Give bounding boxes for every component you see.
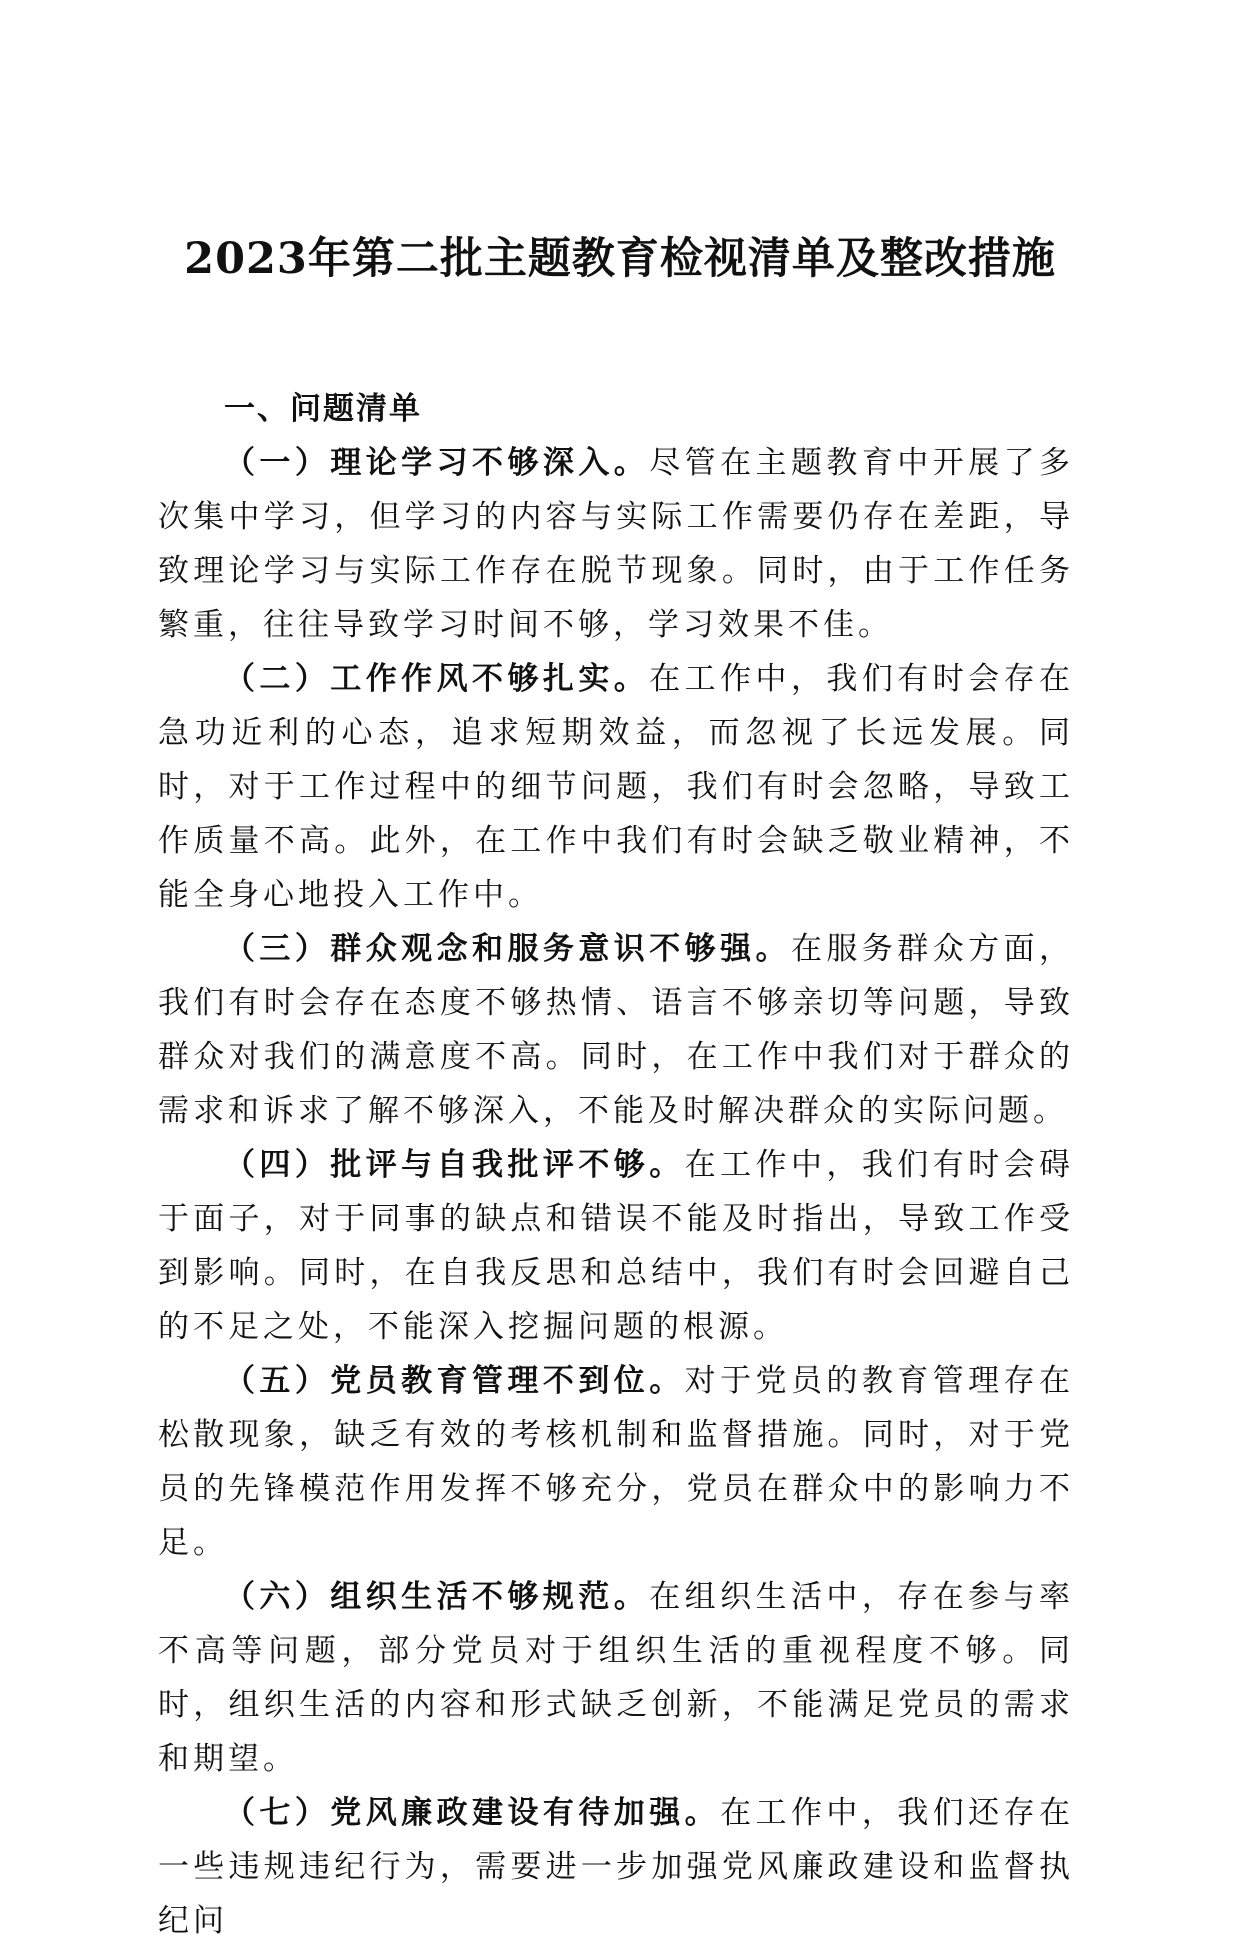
paragraph-4	[158, 1138, 1074, 1354]
paragraph-lead: （三）群众观念和服务意识不够强。	[224, 931, 791, 967]
paragraph-text: 尽管在主题教育中开展了多次集中学习，但学习的内容与实际工作需要仍存在差距，导致理论学习与实际工作存在脱节现象。同时，由于工作任务繁重，往往导致学习时间不够，学习效果不佳。	[158, 445, 1075, 643]
paragraph-lead: （七）党风廉政建设有待加强。	[224, 1795, 721, 1831]
paragraph-text: 在工作中，我们有时会存在急功近利的心态，追求短期效益，而忽视了长远发展。同时，对于工作过程中的细节问题，我们有时会忽略，导致工作质量不高。此外，在工作中我们有时会缺乏敬业精神，不能全身心地投入工作中。	[158, 661, 1075, 913]
paragraph-text: 在组织生活中，存在参与率不高等问题，部分党员对于组织生活的重视程度不够。同时，组织生活的内容和形式缺乏创新，不能满足党员的需求和期望。	[158, 1579, 1075, 1777]
paragraph-lead: （四）批评与自我批评不够。	[224, 1147, 685, 1183]
paragraph-lead: （二）工作作风不够扎实。	[224, 661, 650, 697]
paragraph-lead: （五）党员教育管理不到位。	[224, 1363, 685, 1399]
paragraph-5	[158, 1354, 1074, 1570]
paragraph-text: 对于党员的教育管理存在松散现象，缺乏有效的考核机制和监督措施。同时，对于党员的先锋模范作用发挥不够充分，党员在群众中的影响力不足。	[158, 1363, 1075, 1561]
paragraph-1	[158, 436, 1074, 652]
paragraph-lead: （六）组织生活不够规范。	[224, 1579, 650, 1615]
document-title: 2023年第二批主题教育检视清单及整改措施	[184, 234, 1056, 284]
paragraph-lead: （一）理论学习不够深入。	[224, 445, 650, 481]
paragraph-text: 在工作中，我们还存在一些违规违纪行为，需要进一步加强党风廉政建设和监督执纪问	[158, 1795, 1075, 1939]
document-body	[158, 382, 1074, 1948]
paragraph-7	[158, 1786, 1074, 1948]
paragraph-3	[158, 922, 1074, 1138]
section-heading: 一、问题清单	[224, 391, 422, 427]
paragraph-text: 在服务群众方面，我们有时会存在态度不够热情、语言不够亲切等问题，导致群众对我们的满意度不高。同时，在工作中我们对于群众的需求和诉求了解不够深入，不能及时解决群众的实际问题。	[158, 931, 1075, 1129]
paragraph-text: 在工作中，我们有时会碍于面子，对于同事的缺点和错误不能及时指出，导致工作受到影响。同时，在自我反思和总结中，我们有时会回避自己的不足之处，不能深入挖掘问题的根源。	[158, 1147, 1075, 1345]
paragraph-2	[158, 652, 1074, 922]
